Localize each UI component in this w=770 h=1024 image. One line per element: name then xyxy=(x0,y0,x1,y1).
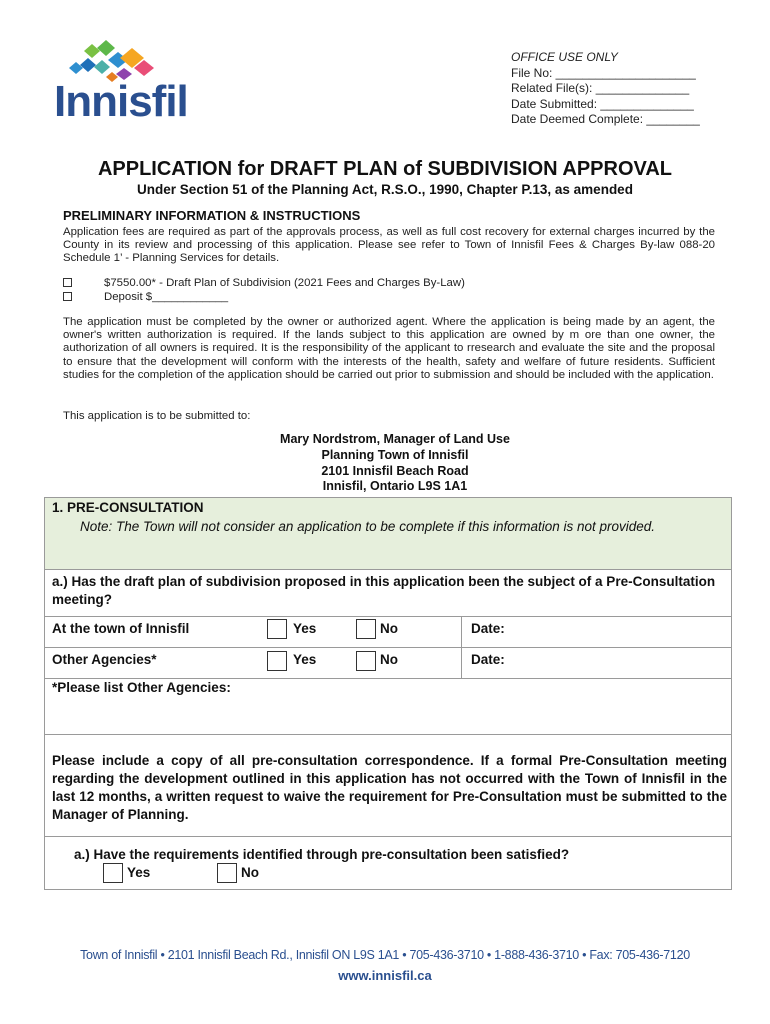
preliminary-heading: PRELIMINARY INFORMATION & INSTRUCTIONS xyxy=(63,208,361,223)
address-line: Mary Nordstrom, Manager of Land Use xyxy=(280,432,510,446)
no-label: No xyxy=(380,621,398,636)
page-title: APPLICATION for DRAFT PLAN of SUBDIVISION APPROVAL xyxy=(97,158,673,180)
correspondence-instructions: Please include a copy of all pre-consultation correspondence. If a formal Pre-Consultation meeting regarding the development outlined in this application has not occurred with the Town of Innisfil in the last 12 months, a written request to waive the requirement for Pre-Consultation must be submitted to the Manager of Planning. xyxy=(52,753,727,822)
deposit-checkbox[interactable] xyxy=(63,292,72,301)
fee-item-label: $7550.00* - Draft Plan of Subdivision (2021 Fees and Charges By-Law) xyxy=(104,277,465,289)
file-no-line: File No: _____________________ xyxy=(511,65,696,80)
no-label: No xyxy=(241,865,259,880)
no-checkbox-innisfil[interactable] xyxy=(356,619,376,639)
question-a2: a.) Have the requirements identified through pre-consultation been satisfied? xyxy=(74,847,570,862)
no-label: No xyxy=(380,652,398,667)
page-subtitle: Under Section 51 of the Planning Act, R.S.O., 1990, Chapter P.13, as amended xyxy=(137,182,633,197)
divider xyxy=(45,836,731,837)
fee-item-deposit xyxy=(63,291,228,303)
footer-website-link[interactable]: www.innisfil.ca xyxy=(338,968,432,983)
footer-contact: Town of Innisfil • 2101 Innisfil Beach Rd., Innisfil ON L9S 1A1 • 705-436-3710 • 1-888-436-3710 • Fax: 705-436-7120 xyxy=(80,948,690,962)
submit-to-text: This application is to be submitted to: xyxy=(63,410,251,422)
date-complete-line: Date Deemed Complete: ________ xyxy=(511,112,700,126)
address-line: Planning Town of Innisfil xyxy=(321,447,469,462)
section-note: Note: The Town will not consider an application to be complete if this information is not provided. xyxy=(80,519,656,534)
related-files-line: Related File(s): ______________ xyxy=(511,81,690,95)
submission-address xyxy=(0,432,770,495)
section-title: 1. PRE-CONSULTATION xyxy=(52,500,204,515)
divider xyxy=(45,678,731,679)
divider xyxy=(45,616,731,617)
yes-label: Yes xyxy=(293,621,317,636)
agencies-list-label: *Please list Other Agencies: xyxy=(52,680,231,695)
row-label-agencies: Other Agencies* xyxy=(52,652,157,667)
divider xyxy=(45,647,731,648)
deposit-label: Deposit $____________ xyxy=(104,291,229,303)
date-submitted-line: Date Submitted: ______________ xyxy=(511,96,694,111)
pre-consultation-form xyxy=(44,497,732,890)
divider xyxy=(45,734,731,735)
fees-paragraph: Application fees are required as part of the approvals process, as well as full cost recovery for external charges incurred by the County in its review and processing of this application. Please see refer to Town of Innisfil Fees & Charges By-law 088-20 Schedule 1’ - Planning Services for details. xyxy=(63,226,715,265)
yes-checkbox-agencies[interactable] xyxy=(267,651,287,671)
no-checkbox-satisfied[interactable] xyxy=(217,863,237,883)
address-line: 2101 Innisfil Beach Road xyxy=(321,463,469,478)
date-label: Date: xyxy=(471,621,505,636)
address-line: Innisfil, Ontario L9S 1A1 xyxy=(322,479,468,494)
row-label-innisfil: At the town of Innisfil xyxy=(52,621,190,636)
yes-checkbox-innisfil[interactable] xyxy=(267,619,287,639)
no-checkbox-agencies[interactable] xyxy=(356,651,376,671)
fee-checkbox[interactable] xyxy=(63,278,72,287)
office-use-block xyxy=(511,50,700,128)
yes-label: Yes xyxy=(293,652,317,667)
question-a: a.) Has the draft plan of subdivision proposed in this application been the subject of a Pre-Consultation meeting? xyxy=(52,574,716,607)
yes-checkbox-satisfied[interactable] xyxy=(103,863,123,883)
office-use-title: OFFICE USE ONLY xyxy=(511,50,618,64)
yes-label: Yes xyxy=(127,865,151,880)
logo-wordmark: Innisfil xyxy=(54,77,188,126)
fee-item-plan xyxy=(63,277,465,289)
date-label: Date: xyxy=(471,652,505,667)
section-header xyxy=(45,498,731,570)
divider xyxy=(461,616,462,678)
completion-paragraph: The application must be completed by the owner or authorized agent. Where the application is being made by an agent, the owner's written authorization is required. If the lands subject to this application are owned by m ore than one owner, the authorization of all owners is required. It is the responsibility of the applicant to rresearch and evaluate the site and the proposal to ensure that the development will conform with the interests of the health, safety and welfare of future residents. Sufficient studies for the completion of the application should be carried out prior to submission and should be included with the application. xyxy=(63,316,715,381)
